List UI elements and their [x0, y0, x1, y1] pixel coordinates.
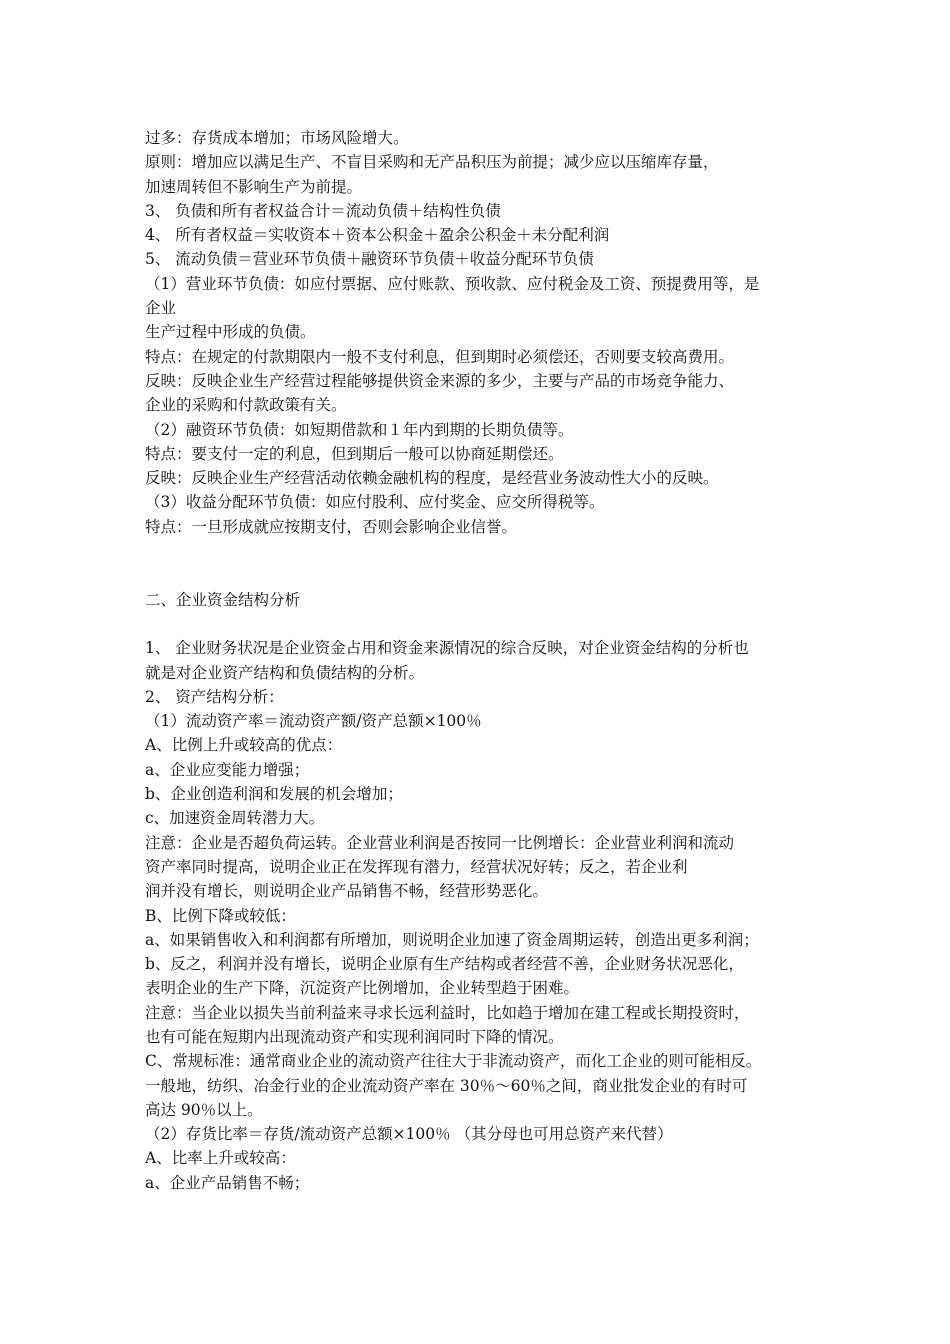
liability-section	[145, 126, 825, 539]
text-line: A、比例上升或较高的优点：	[145, 736, 343, 755]
text-line: 注意：企业是否超负荷运转。企业营业利润是否按同一比例增长：企业营业利润和流动	[145, 833, 735, 852]
text-line: （1）营业环节负债：如应付票据、应付账款、预收款、应付税金及工资、预提费用等，是	[145, 274, 760, 293]
text-line: 4、 所有者权益＝实收资本＋资本公积金＋盈余公积金＋未分配利润	[145, 226, 610, 245]
text-line: 企业	[145, 299, 177, 318]
text-line: （3）收益分配环节负债：如应付股利、应付奖金、应交所得税等。	[145, 493, 605, 512]
text-line: 也有可能在短期内出现流动资产和实现利润同时下降的情况。	[145, 1027, 564, 1046]
text-line: 1、 企业财务状况是企业资金占用和资金来源情况的综合反映，对企业资金结构的分析也	[145, 639, 749, 658]
text-line: 就是对企业资产结构和负债结构的分析。	[145, 663, 425, 682]
text-line: 一般地，纺织、冶金行业的企业流动资产率在 30％～60％之间，商业批发企业的有时可	[145, 1076, 748, 1095]
text-line: a、企业产品销售不畅；	[145, 1173, 310, 1192]
text-line: 生产过程中形成的负债。	[145, 323, 316, 342]
text-line: 加速周转但不影响生产为前提。	[145, 177, 363, 196]
text-line: a、企业应变能力增强；	[145, 760, 310, 779]
text-line: 表明企业的生产下降，沉淀资产比例增加，企业转型趋于困难。	[145, 979, 580, 998]
text-line: b、企业创造利润和发展的机会增加；	[145, 785, 403, 804]
text-line: B、比例下降或较低：	[145, 906, 296, 925]
text-line: 3、 负债和所有者权益合计＝流动负债＋结构性负债	[145, 201, 501, 220]
text-line: A、比率上升或较高：	[145, 1149, 296, 1168]
text-line: 特点：一旦形成就应按期支付，否则会影响企业信誉。	[145, 517, 518, 536]
text-line: 反映：反映企业生产经营过程能够提供资金来源的多少，主要与产品的市场竞争能力、	[145, 371, 735, 390]
text-line: 润并没有增长，则说明企业产品销售不畅，经营形势恶化。	[145, 882, 549, 901]
text-line: 过多：存货成本增加；市场风险增大。	[145, 129, 409, 147]
text-line: 企业的采购和付款政策有关。	[145, 396, 347, 415]
text-line: 原则：增加应以满足生产、不盲目采购和无产品积压为前提；减少应以压缩库存量，	[145, 153, 719, 172]
text-line: 反映：反映企业生产经营活动依赖金融机构的程度，是经营业务波动性大小的反映。	[145, 469, 719, 488]
text-line: 特点：要支付一定的利息，但到期后一般可以协商延期偿还。	[145, 444, 564, 463]
text-line: （1）流动资产率＝流动资产额/资产总额×100％	[145, 712, 482, 731]
text-line: （2）融资环节负债：如短期借款和１年内到期的长期负债等。	[145, 420, 574, 439]
text-line: 2、 资产结构分析：	[145, 687, 284, 706]
text-line: 高达 90％以上。	[145, 1100, 263, 1119]
text-line: 特点：在规定的付款期限内一般不支付利息，但到期时必须偿还，否则要支较高费用。	[145, 347, 735, 366]
section-heading: 二、企业资金结构分析	[145, 590, 301, 609]
text-line: 资产率同时提高，说明企业正在发挥现有潜力，经营状况好转；反之，若企业利	[145, 857, 688, 876]
blank-space	[145, 612, 825, 636]
document-body	[145, 126, 825, 1195]
text-line: 5、 流动负债＝营业环节负债＋融资环节负债＋收益分配环节负债	[145, 250, 594, 269]
text-line: c、加速资金周转潜力大。	[145, 809, 325, 828]
text-line: 注意：当企业以损失当前利益来寻求长远利益时，比如趋于增加在建工程或长期投资时，	[145, 1003, 750, 1022]
text-line: （2）存货比率＝存货/流动资产总额×100％ （其分母也可用总资产来代替）	[145, 1125, 673, 1144]
text-line: a、如果销售收入和利润都有所增加，则说明企业加速了资金周期运转，创造出更多利润；	[145, 930, 759, 949]
capital-structure-section	[145, 636, 825, 1195]
text-line: b、反之，利润并没有增长，说明企业原有生产结构或者经营不善，企业财务状况恶化，	[145, 955, 744, 974]
blank-space	[145, 539, 825, 588]
text-line: C、常规标准：通常商业企业的流动资产往往大于非流动资产，而化工企业的则可能相反。	[145, 1052, 762, 1071]
